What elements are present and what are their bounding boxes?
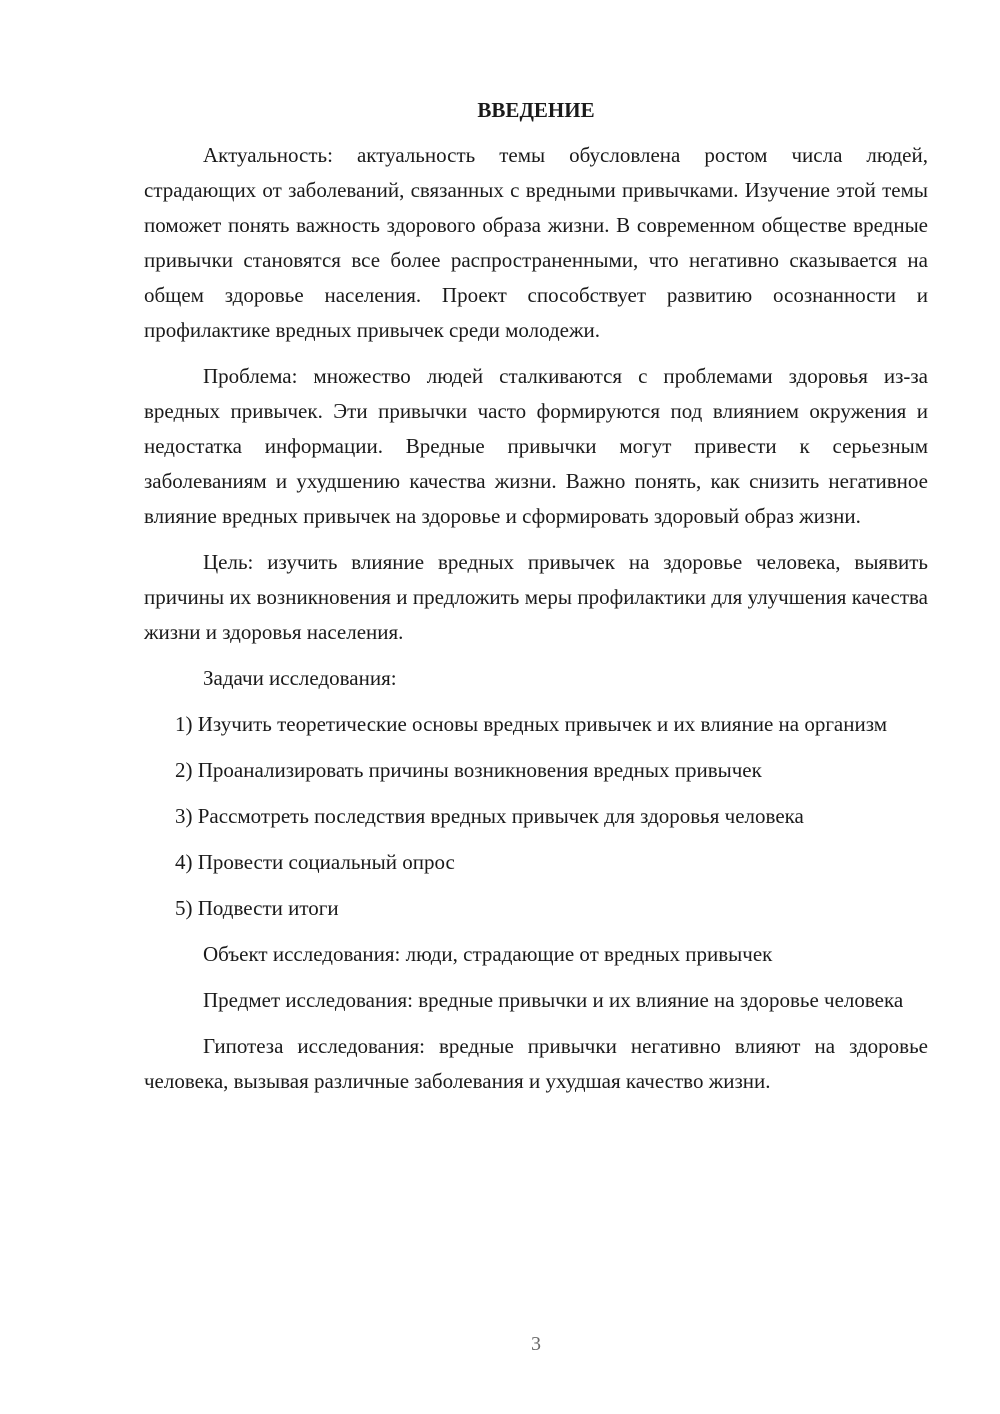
paragraph-hypothesis: Гипотеза исследования: вредные привычки негативно влияют на здоровье человека, вызывая различные заболевания и ухудшая качество жизни. (144, 1034, 928, 1093)
section-heading: ВВЕДЕНИЕ (477, 98, 595, 122)
task-item-2: 2) Проанализировать причины возникновения вредных привычек (175, 758, 762, 782)
task-item-4: 4) Провести социальный опрос (175, 850, 455, 874)
paragraph-relevance: Актуальность: актуальность темы обусловлена ростом числа людей, страдающих от заболеваний, связанных с вредными привычками. Изучение этой темы поможет понять важность здорового образа жизни. В современном обществе вредные привычки становятся все более распространенными, что негативно сказывается на общем здоровье населения. Проект способствует развитию осознанности и профилактике вредных привычек среди молодежи. (144, 143, 928, 342)
paragraph-problem: Проблема: множество людей сталкиваются с проблемами здоровья из-за вредных привычек. Эти привычки часто формируются под влиянием окружения и недостатка информации. Вредные привычки могут привести к серьезным заболеваниям и ухудшению качества жизни. Важно понять, как снизить негативное влияние вредных привычек на здоровье и сформировать здоровый образ жизни. (144, 364, 928, 528)
task-item-3: 3) Рассмотреть последствия вредных привычек для здоровья человека (175, 804, 804, 828)
page-number: 3 (531, 1333, 541, 1355)
tasks-title: Задачи исследования: (203, 666, 397, 690)
task-item-1: 1) Изучить теоретические основы вредных привычек и их влияние на организм (175, 712, 888, 736)
document-page (144, 96, 928, 1099)
task-item-5: 5) Подвести итоги (175, 896, 339, 920)
paragraph-goal: Цель: изучить влияние вредных привычек на здоровье человека, выявить причины их возникновения и предложить меры профилактики для улучшения качества жизни и здоровья населения. (144, 550, 928, 644)
paragraph-subject: Предмет исследования: вредные привычки и их влияние на здоровье человека (203, 988, 904, 1012)
paragraph-object: Объект исследования: люди, страдающие от вредных привычек (203, 942, 773, 966)
